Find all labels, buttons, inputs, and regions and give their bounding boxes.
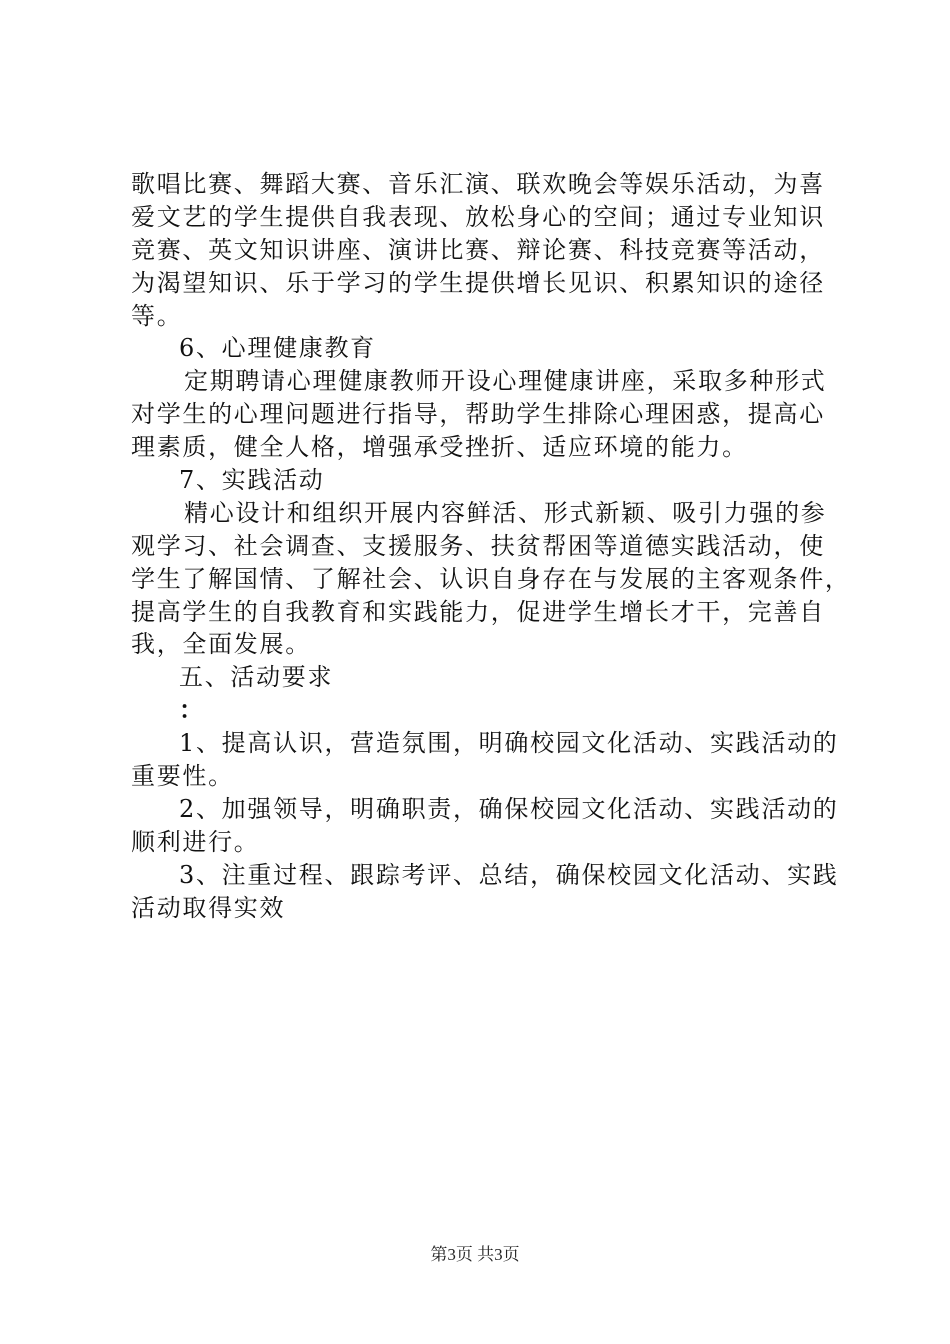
body-line: 歌唱比赛、舞蹈大赛、音乐汇演、联欢晚会等娱乐活动，为喜 <box>131 170 825 198</box>
body-line: 精心设计和组织开展内容鲜活、形式新颖、吸引力强的参 <box>184 498 827 527</box>
requirement-item-2: 2、加强领导，明确职责，确保校园文化活动、实践活动的 <box>179 794 839 823</box>
body-line: 理素质，健全人格，增强承受挫折、适应环境的能力。 <box>131 433 748 462</box>
body-line: 活动取得实效 <box>131 893 286 922</box>
section-heading-practice: 7、实践活动 <box>179 466 325 495</box>
body-line: 提高学生的自我教育和实践能力，促进学生增长才干，完善自 <box>131 597 825 626</box>
section-heading-requirements: 五、活动要求 <box>179 663 334 692</box>
body-line: 为渴望知识、乐于学习的学生提供增长见识、积累知识的途径 <box>131 268 825 297</box>
body-line: 爱文艺的学生提供自我表现、放松身心的空间；通过专业知识 <box>131 202 825 231</box>
page-number-footer: 第3页 共3页 <box>430 1245 520 1264</box>
document-body <box>131 168 851 924</box>
body-line: 我，全面发展。 <box>131 630 311 659</box>
requirement-item-3: 3、注重过程、跟踪考评、总结，确保校园文化活动、实践 <box>179 860 839 889</box>
body-line: 竞赛、英文知识讲座、演讲比赛、辩论赛、科技竞赛等活动， <box>131 235 825 264</box>
colon-line: ： <box>179 695 205 725</box>
body-line: 定期聘请心理健康教师开设心理健康讲座，采取多种形式 <box>184 367 827 396</box>
body-line: 等。 <box>131 301 183 330</box>
section-heading-psychology: 6、心理健康教育 <box>179 334 376 363</box>
body-line: 重要性。 <box>131 762 234 791</box>
requirement-item-1: 1、提高认识，营造氛围，明确校园文化活动、实践活动的 <box>179 729 839 758</box>
body-line: 顺利进行。 <box>131 827 260 856</box>
body-line: 学生了解国情、了解社会、认识自身存在与发展的主客观条件， <box>131 564 851 593</box>
body-line: 观学习、社会调查、支援服务、扶贫帮困等道德实践活动，使 <box>131 531 825 560</box>
body-line: 对学生的心理问题进行指导，帮助学生排除心理困惑，提高心 <box>131 400 825 429</box>
